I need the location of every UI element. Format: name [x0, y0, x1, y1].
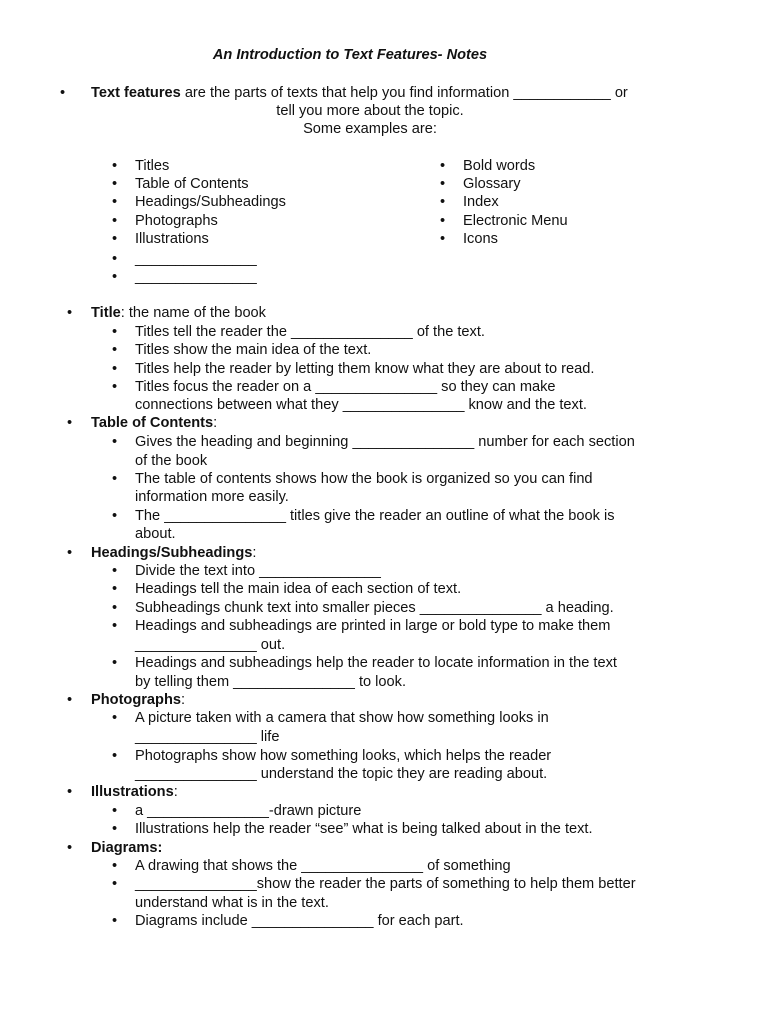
example-right-item: Electronic Menu [463, 213, 568, 229]
bullet: • [112, 508, 118, 524]
example-right-item: Bold words [463, 158, 536, 174]
intro-line-2: tell you more about the topic. [276, 103, 464, 119]
note-line-continued: _______________ understand the topic they are reading about. [135, 766, 548, 782]
section-definition: : [181, 692, 186, 708]
section-heading-toc [91, 414, 217, 432]
bullet: • [60, 85, 66, 101]
note-line: Titles focus the reader on a _______________ so they can make [135, 379, 556, 395]
example-right-item: Icons [463, 231, 498, 247]
section-heading-title [91, 304, 266, 322]
note-line-continued: understand what is in the text. [135, 895, 329, 911]
bullet: • [112, 710, 118, 726]
bullet: • [112, 748, 118, 764]
bullet: • [112, 600, 118, 616]
bullet: • [112, 618, 118, 634]
note-line-continued: about. [135, 526, 176, 542]
note-line: Headings tell the main idea of each section of text. [135, 581, 462, 597]
example-left-blank: _______________ [135, 269, 257, 285]
document-title: An Introduction to Text Features- Notes [212, 47, 488, 63]
note-line: Photographs show how something looks, which helps the reader [135, 748, 552, 764]
section-heading-photographs [91, 691, 185, 709]
bullet: • [112, 563, 118, 579]
bullet: • [67, 415, 73, 431]
bullet: • [112, 471, 118, 487]
example-left-item: Illustrations [135, 231, 209, 247]
bullet: • [112, 913, 118, 929]
bullet: • [112, 158, 118, 174]
note-line: A picture taken with a camera that show how something looks in [135, 710, 549, 726]
section-heading-illustrations [91, 783, 178, 801]
bullet: • [440, 213, 446, 229]
example-left-item: Titles [135, 158, 170, 174]
section-term: Headings/Subheadings [91, 545, 253, 561]
bullet: • [112, 803, 118, 819]
bullet: • [112, 176, 118, 192]
bullet: • [112, 876, 118, 892]
intro-line-1-text: are the parts of texts that help you find information ____________ or [180, 85, 628, 101]
bullet: • [112, 213, 118, 229]
note-line: Subheadings chunk text into smaller pieces _______________ a heading. [135, 600, 614, 616]
bullet: • [112, 655, 118, 671]
bullet: • [112, 324, 118, 340]
bullet: • [112, 821, 118, 837]
section-term: Photographs [91, 692, 181, 708]
section-term: Diagrams: [91, 840, 163, 856]
note-line: Headings and subheadings help the reader to locate information in the text [135, 655, 617, 671]
note-line: Gives the heading and beginning _______________ number for each section [135, 434, 635, 450]
bullet: • [440, 158, 446, 174]
note-line: A drawing that shows the _______________ of something [135, 858, 511, 874]
intro-line-3: Some examples are: [303, 121, 437, 137]
bullet: • [67, 305, 73, 321]
example-right-item: Glossary [463, 176, 521, 192]
bullet: • [112, 434, 118, 450]
section-definition: : [252, 545, 257, 561]
section-definition: : [173, 784, 178, 800]
bullet: • [112, 251, 118, 267]
example-right-item: Index [463, 194, 499, 210]
bullet: • [440, 231, 446, 247]
note-line-continued: _______________ out. [135, 637, 286, 653]
bullet: • [67, 840, 73, 856]
bullet: • [112, 858, 118, 874]
example-left-item: Table of Contents [135, 176, 249, 192]
note-line: Illustrations help the reader “see” what is being talked about in the text. [135, 821, 593, 837]
note-line: The _______________ titles give the reader an outline of what the book is [135, 508, 615, 524]
intro-term: Text features [91, 85, 181, 101]
bullet: • [112, 361, 118, 377]
section-term: Illustrations [91, 784, 174, 800]
example-left-item: Headings/Subheadings [135, 194, 286, 210]
example-left-item: Photographs [135, 213, 218, 229]
bullet: • [440, 176, 446, 192]
note-line-continued: of the book [135, 453, 208, 469]
bullet: • [67, 784, 73, 800]
section-heading-diagrams [91, 839, 162, 857]
section-term: Title [91, 305, 121, 321]
section-definition: : [213, 415, 218, 431]
note-line: Diagrams include _______________ for each part. [135, 913, 464, 929]
note-line-continued: connections between what they _______________ know and the text. [135, 397, 587, 413]
bullet: • [112, 231, 118, 247]
bullet: • [67, 545, 73, 561]
bullet: • [112, 194, 118, 210]
note-line: Titles show the main idea of the text. [135, 342, 372, 358]
note-line-continued: _______________ life [135, 729, 280, 745]
section-definition: : the name of the book [120, 305, 266, 321]
note-line: _______________show the reader the parts of something to help them better [135, 876, 636, 892]
bullet: • [112, 581, 118, 597]
note-line: Divide the text into _______________ [135, 563, 381, 579]
section-heading-headings [91, 544, 256, 562]
section-term: Table of Contents [91, 415, 214, 431]
note-line: Titles tell the reader the _______________ of the text. [135, 324, 485, 340]
note-line: The table of contents shows how the book is organized so you can find [135, 471, 593, 487]
bullet: • [440, 194, 446, 210]
intro-line-1 [91, 84, 628, 102]
bullet: • [112, 269, 118, 285]
bullet: • [67, 692, 73, 708]
bullet: • [112, 342, 118, 358]
note-line: Headings and subheadings are printed in large or bold type to make them [135, 618, 611, 634]
example-left-blank: _______________ [135, 251, 257, 267]
note-line-continued: information more easily. [135, 489, 289, 505]
note-line-continued: by telling them _______________ to look. [135, 674, 407, 690]
note-line: a _______________-drawn picture [135, 803, 362, 819]
bullet: • [112, 379, 118, 395]
note-line: Titles help the reader by letting them know what they are about to read. [135, 361, 595, 377]
